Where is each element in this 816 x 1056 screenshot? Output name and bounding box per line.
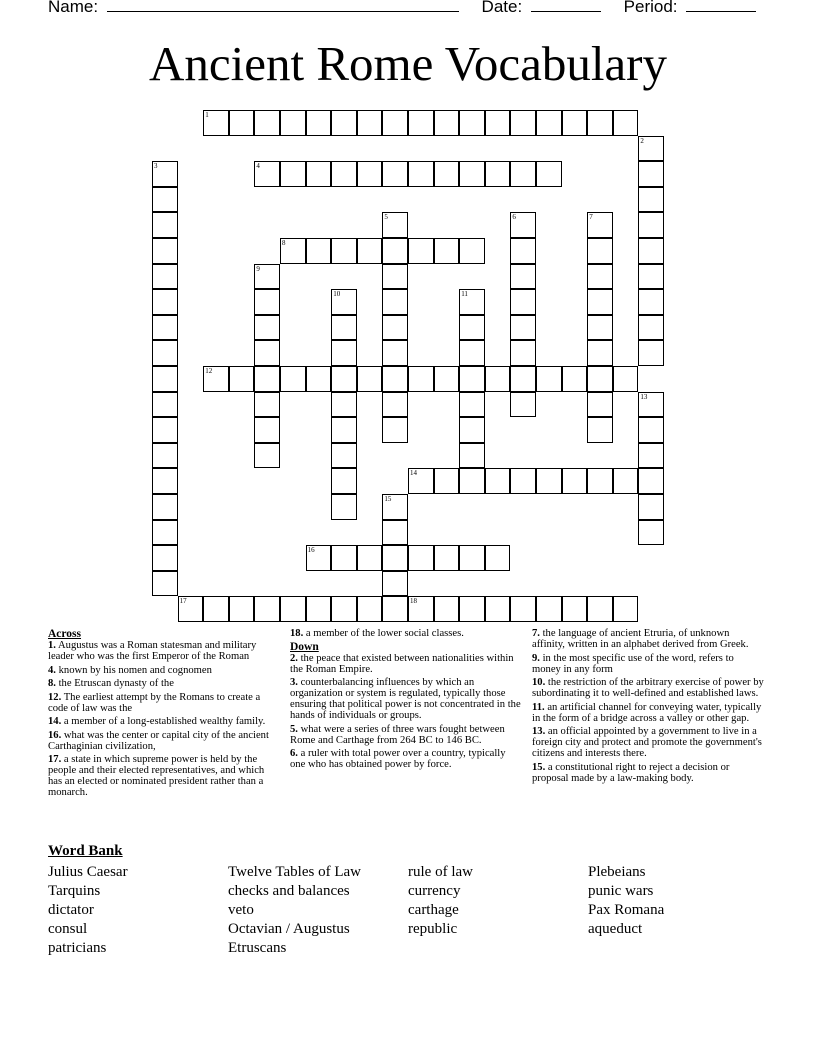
word-bank-item: rule of law: [408, 864, 473, 880]
clue-text: a member of the lower social classes.: [303, 628, 464, 639]
crossword-cell[interactable]: [562, 366, 588, 392]
clue-number: 6: [512, 213, 516, 222]
clue: [290, 653, 522, 675]
crossword-cell[interactable]: [536, 110, 562, 136]
crossword-cell[interactable]: [382, 392, 408, 418]
crossword-cell[interactable]: [357, 545, 383, 571]
crossword-cell[interactable]: [510, 315, 536, 341]
crossword-cell[interactable]: [408, 545, 434, 571]
word-bank-item: dictator: [48, 902, 94, 918]
crossword-cell[interactable]: [382, 520, 408, 546]
clue-num: 9.: [532, 652, 540, 664]
clue-text: the Etruscan dynasty of the: [55, 678, 174, 689]
word-bank-item: Etruscans: [228, 940, 287, 956]
crossword-cell[interactable]: [280, 366, 306, 392]
crossword-cell[interactable]: [587, 289, 613, 315]
crossword-cell[interactable]: [331, 494, 357, 520]
crossword-cell[interactable]: [587, 212, 613, 238]
crossword-cell[interactable]: [459, 110, 485, 136]
clue-num: 13.: [532, 726, 546, 737]
crossword-cell[interactable]: [510, 596, 536, 622]
clue-text: known by his nomen and cognomen: [55, 664, 212, 676]
crossword-cell[interactable]: [331, 161, 357, 187]
crossword-cell[interactable]: [254, 340, 280, 366]
clue-num: 2.: [290, 652, 298, 664]
crossword-cell[interactable]: [254, 596, 280, 622]
crossword-cell[interactable]: [382, 545, 408, 571]
clue-num: 12.: [48, 691, 62, 703]
crossword-cell[interactable]: [280, 110, 306, 136]
clue-number: 8: [282, 239, 286, 247]
crossword-cell[interactable]: [434, 468, 460, 494]
clue-number: 2: [640, 136, 644, 145]
crossword-cell[interactable]: [485, 596, 511, 622]
crossword-cell[interactable]: [638, 315, 664, 341]
clue: [290, 628, 522, 639]
crossword-cell[interactable]: [510, 340, 536, 366]
across-heading: Across: [48, 628, 82, 640]
crossword-cell[interactable]: [331, 110, 357, 136]
crossword-cell[interactable]: [357, 366, 383, 392]
crossword-cell[interactable]: [152, 494, 178, 520]
clue-num: 8.: [48, 678, 56, 689]
crossword-cell[interactable]: [408, 468, 434, 494]
crossword-cell[interactable]: [280, 161, 306, 187]
crossword-cell[interactable]: [408, 238, 434, 264]
crossword-cell[interactable]: [536, 468, 562, 494]
clue-text: an official appointed by a government to live in a foreign city and protect and promote the government's citizens and interests there.: [532, 726, 762, 759]
crossword-cell[interactable]: [306, 545, 332, 571]
clue-num: 1.: [48, 640, 56, 651]
crossword-cell[interactable]: [254, 315, 280, 341]
crossword-cell[interactable]: [382, 238, 408, 264]
crossword-cell[interactable]: [152, 187, 178, 213]
crossword-cell[interactable]: [382, 264, 408, 290]
crossword-cell[interactable]: [382, 366, 408, 392]
crossword-cell[interactable]: [203, 366, 229, 392]
clue-text: what was the center or capital city of the ancient Carthaginian civilization,: [48, 729, 269, 752]
crossword-cell[interactable]: [152, 212, 178, 238]
crossword-cell[interactable]: [613, 468, 639, 494]
clue-number: 3: [154, 162, 158, 171]
crossword-cell[interactable]: [229, 366, 255, 392]
crossword-cell[interactable]: [587, 238, 613, 264]
crossword-cell[interactable]: [331, 392, 357, 418]
crossword-cell[interactable]: [638, 264, 664, 290]
crossword-cell[interactable]: [152, 340, 178, 366]
word-bank-item: republic: [408, 921, 458, 937]
crossword-cell[interactable]: [152, 315, 178, 341]
crossword-cell[interactable]: [382, 110, 408, 136]
word-bank-item: checks and balances: [228, 883, 350, 899]
period-label: Period:: [623, 0, 678, 16]
crossword-cell[interactable]: [254, 366, 280, 392]
crossword-cell[interactable]: [485, 366, 511, 392]
clue-text: The earliest attempt by the Romans to create a code of law was the: [48, 691, 261, 714]
crossword-cell[interactable]: [306, 161, 332, 187]
crossword-cell[interactable]: [229, 596, 255, 622]
crossword-cell[interactable]: [587, 340, 613, 366]
crossword-cell[interactable]: [434, 596, 460, 622]
crossword-cell[interactable]: [434, 238, 460, 264]
crossword-cell[interactable]: [510, 212, 536, 238]
clue-text: an artificial channel for conveying water, typically in the form of a bridge across a valley or other gap.: [532, 701, 762, 724]
word-bank-column-2: [228, 863, 361, 958]
crossword-cell[interactable]: [587, 596, 613, 622]
word-bank-item: Twelve Tables of Law: [228, 864, 361, 880]
crossword-cell[interactable]: [331, 468, 357, 494]
crossword-cell[interactable]: [254, 392, 280, 418]
crossword-cell[interactable]: [459, 468, 485, 494]
word-bank-item: aqueduct: [588, 921, 643, 937]
crossword-cell[interactable]: [382, 494, 408, 520]
crossword-cell[interactable]: [638, 136, 664, 162]
clue-num: 4.: [48, 664, 56, 676]
crossword-cell[interactable]: [382, 212, 408, 238]
crossword-cell[interactable]: [510, 110, 536, 136]
crossword-cell[interactable]: [152, 520, 178, 546]
crossword-cell[interactable]: [331, 238, 357, 264]
clue-number: 10: [333, 290, 341, 299]
clue-num: 10.: [532, 677, 546, 688]
crossword-cell[interactable]: [306, 110, 332, 136]
crossword-cell[interactable]: [408, 366, 434, 392]
crossword-cell[interactable]: [254, 443, 280, 469]
crossword-cell[interactable]: [613, 110, 639, 136]
crossword-cell[interactable]: [510, 161, 536, 187]
clue-num: 15.: [532, 761, 546, 773]
word-bank-item: carthage: [408, 902, 459, 918]
crossword-cell[interactable]: [331, 366, 357, 392]
word-bank-item: currency: [408, 883, 461, 899]
word-bank-item: Plebeians: [588, 864, 646, 880]
word-bank-column-3: [408, 863, 473, 939]
clue-text: counterbalancing influences by which an organization or system is regulated, typically those ensuring that political power is not concentrated in the hands of individuals or groups.: [290, 677, 521, 721]
crossword-cell[interactable]: [510, 468, 536, 494]
crossword-cell[interactable]: [562, 596, 588, 622]
header-line: [48, 0, 756, 17]
crossword-cell[interactable]: [434, 110, 460, 136]
crossword-cell[interactable]: [485, 110, 511, 136]
crossword-cell[interactable]: [331, 315, 357, 341]
clue: [48, 640, 280, 662]
crossword-cell[interactable]: [459, 596, 485, 622]
crossword-cell[interactable]: [408, 596, 434, 622]
crossword-cell[interactable]: [510, 289, 536, 315]
crossword-cell[interactable]: [382, 571, 408, 597]
crossword-cell[interactable]: [638, 417, 664, 443]
crossword-cell[interactable]: [408, 110, 434, 136]
crossword-cell[interactable]: [638, 187, 664, 213]
date-blank[interactable]: [531, 0, 601, 12]
clue-text: what were a series of three wars fought between Rome and Carthage from 264 BC to 146 BC.: [290, 723, 505, 746]
clue: [532, 762, 764, 784]
page-title: Ancient Rome Vocabulary: [148, 36, 668, 91]
clue: [532, 677, 764, 699]
clue: [48, 754, 280, 798]
clue-num: 6.: [290, 748, 298, 759]
crossword-cell[interactable]: [280, 238, 306, 264]
crossword-cell[interactable]: [254, 264, 280, 290]
crossword-cell[interactable]: [306, 596, 332, 622]
clue-text: the language of ancient Etruria, of unknown affinity, written in an alphabet derived from Greek.: [532, 628, 749, 650]
clue-text: in the most specific use of the word, refers to money in any form: [532, 652, 734, 675]
crossword-cell[interactable]: [587, 315, 613, 341]
clue-number: 13: [640, 392, 648, 401]
crossword-cell[interactable]: [536, 596, 562, 622]
crossword-cell[interactable]: [357, 238, 383, 264]
clue: [532, 628, 764, 650]
crossword-cell[interactable]: [587, 264, 613, 290]
clue-text: Augustus was a Roman statesman and military leader who was the first Emperor of the Roman: [48, 640, 257, 662]
word-bank-item: veto: [228, 902, 254, 918]
clue-number: 5: [384, 213, 388, 222]
crossword-cell[interactable]: [485, 161, 511, 187]
crossword-cell[interactable]: [510, 366, 536, 392]
clue: [532, 726, 764, 759]
crossword-cell[interactable]: [562, 468, 588, 494]
clue-number: 9: [256, 264, 260, 273]
word-bank-item: Tarquins: [48, 883, 101, 899]
crossword-cell[interactable]: [254, 417, 280, 443]
clue: [532, 702, 764, 724]
word-bank-item: Pax Romana: [588, 902, 665, 918]
crossword-cell[interactable]: [434, 161, 460, 187]
crossword-cell[interactable]: [382, 289, 408, 315]
clue: [290, 748, 522, 770]
crossword-cell[interactable]: [408, 161, 434, 187]
crossword-cell[interactable]: [254, 289, 280, 315]
crossword-cell[interactable]: [382, 315, 408, 341]
clue: [532, 653, 764, 675]
crossword-cell[interactable]: [357, 596, 383, 622]
crossword-cell[interactable]: [152, 468, 178, 494]
word-bank-column-4: [588, 863, 664, 939]
clue-num: 11.: [532, 701, 545, 713]
crossword-cell[interactable]: [459, 545, 485, 571]
crossword-cell[interactable]: [459, 366, 485, 392]
crossword-cell[interactable]: [152, 571, 178, 597]
crossword-cell[interactable]: [229, 110, 255, 136]
clue-num: 16.: [48, 729, 62, 741]
crossword-cell[interactable]: [459, 443, 485, 469]
clues-column-1: [48, 628, 280, 801]
crossword-cell[interactable]: [587, 468, 613, 494]
crossword-cell[interactable]: [459, 417, 485, 443]
word-bank-item: Julius Caesar: [48, 864, 128, 880]
crossword-cell[interactable]: [510, 264, 536, 290]
clue-text: the peace that existed between nationalities within the Roman Empire.: [290, 652, 514, 675]
clues-column-2: [290, 628, 522, 773]
clue-number: 12: [205, 367, 213, 375]
clue-number: 7: [589, 213, 593, 222]
clue-text: a ruler with total power over a country, typically one who has obtained power by force.: [290, 748, 506, 770]
clue-number: 16: [307, 546, 315, 555]
clue-number: 17: [179, 597, 187, 606]
crossword-cell[interactable]: [203, 110, 229, 136]
down-heading: Down: [290, 640, 319, 653]
clue: [48, 716, 280, 727]
clue-number: 1: [205, 111, 209, 119]
crossword-cell[interactable]: [638, 392, 664, 418]
crossword-cell[interactable]: [382, 417, 408, 443]
crossword-cell[interactable]: [152, 238, 178, 264]
crossword-cell[interactable]: [331, 545, 357, 571]
clue-number: 4: [256, 162, 260, 171]
clue-num: 18.: [290, 628, 304, 639]
crossword-cell[interactable]: [434, 366, 460, 392]
clue-num: 3.: [290, 677, 298, 688]
crossword-cell[interactable]: [254, 110, 280, 136]
clue-num: 17.: [48, 754, 62, 765]
word-bank-item: punic wars: [588, 883, 654, 899]
crossword-cell[interactable]: [306, 238, 332, 264]
crossword-cell[interactable]: [203, 596, 229, 622]
crossword-cell[interactable]: [152, 161, 178, 187]
crossword-cell[interactable]: [613, 596, 639, 622]
crossword-cell[interactable]: [331, 596, 357, 622]
crossword-cell[interactable]: [152, 417, 178, 443]
crossword-cell[interactable]: [331, 417, 357, 443]
name-label: Name:: [48, 0, 99, 16]
crossword-cell[interactable]: [485, 545, 511, 571]
word-bank-item: consul: [48, 921, 88, 937]
crossword-cell[interactable]: [357, 110, 383, 136]
crossword-cell[interactable]: [331, 340, 357, 366]
clue-num: 14.: [48, 716, 62, 727]
clue: [48, 665, 280, 676]
clue: [48, 730, 280, 752]
crossword-cell[interactable]: [536, 366, 562, 392]
crossword-cell[interactable]: [434, 545, 460, 571]
clues-column-3: [532, 628, 764, 786]
crossword-cell[interactable]: [459, 289, 485, 315]
crossword-cell[interactable]: [587, 366, 613, 392]
crossword-cell[interactable]: [459, 161, 485, 187]
crossword-cell[interactable]: [254, 161, 280, 187]
clue: [48, 692, 280, 714]
crossword-cell[interactable]: [459, 392, 485, 418]
clue-number: 11: [461, 290, 468, 299]
clue-num: 7.: [532, 628, 540, 639]
word-bank-item: Octavian / Augustus: [228, 921, 350, 937]
crossword-cell[interactable]: [510, 392, 536, 418]
crossword-cell[interactable]: [638, 161, 664, 187]
clue: [290, 724, 522, 746]
crossword-cell[interactable]: [280, 596, 306, 622]
clue-text: a member of a long-established wealthy family.: [61, 716, 266, 727]
crossword-cell[interactable]: [510, 238, 536, 264]
word-bank-column-1: [48, 863, 128, 958]
clue-text: the restriction of the arbitrary exercise of power by subordinating it to well-defined and established laws.: [532, 677, 764, 699]
crossword-cell[interactable]: [638, 289, 664, 315]
crossword-cell[interactable]: [152, 545, 178, 571]
crossword-cell[interactable]: [587, 417, 613, 443]
crossword-cell[interactable]: [638, 340, 664, 366]
crossword-cell[interactable]: [638, 443, 664, 469]
date-label: Date:: [481, 0, 523, 16]
word-bank-title: Word Bank: [48, 843, 123, 859]
crossword-cell[interactable]: [485, 468, 511, 494]
crossword-cell[interactable]: [382, 340, 408, 366]
crossword-cell[interactable]: [357, 161, 383, 187]
clue-num: 5.: [290, 723, 298, 735]
name-blank[interactable]: [107, 0, 459, 12]
crossword-cell[interactable]: [152, 264, 178, 290]
crossword-cell[interactable]: [459, 238, 485, 264]
crossword-cell[interactable]: [638, 238, 664, 264]
crossword-cell[interactable]: [331, 443, 357, 469]
crossword-cell[interactable]: [152, 392, 178, 418]
crossword-cell[interactable]: [459, 340, 485, 366]
crossword-cell[interactable]: [587, 392, 613, 418]
crossword-cell[interactable]: [613, 366, 639, 392]
crossword-cell[interactable]: [638, 520, 664, 546]
crossword-cell[interactable]: [638, 468, 664, 494]
clue-number: 14: [410, 469, 417, 478]
clue-text: a constitutional right to reject a decision or proposal made by a law-making body.: [532, 761, 730, 784]
clue-number: 15: [384, 495, 392, 503]
clue: [48, 678, 280, 689]
clue-number: 18: [410, 597, 417, 606]
crossword-cell[interactable]: [536, 161, 562, 187]
crossword-cell[interactable]: [562, 110, 588, 136]
crossword-cell[interactable]: [306, 366, 332, 392]
crossword-cell[interactable]: [152, 366, 178, 392]
period-blank[interactable]: [686, 0, 756, 12]
clue-text: a state in which supreme power is held by the people and their elected representatives, and which has an elected or nominated president rather than a monarch.: [48, 754, 265, 798]
word-bank-item: patricians: [48, 940, 107, 956]
crossword-cell[interactable]: [382, 161, 408, 187]
crossword-cell[interactable]: [152, 443, 178, 469]
crossword-cell[interactable]: [331, 289, 357, 315]
crossword-cell[interactable]: [638, 212, 664, 238]
crossword-cell[interactable]: [178, 596, 204, 622]
crossword-cell[interactable]: [382, 596, 408, 622]
crossword-cell[interactable]: [459, 315, 485, 341]
crossword-cell[interactable]: [152, 289, 178, 315]
crossword-cell[interactable]: [587, 110, 613, 136]
clue: [290, 677, 522, 721]
crossword-cell[interactable]: [638, 494, 664, 520]
